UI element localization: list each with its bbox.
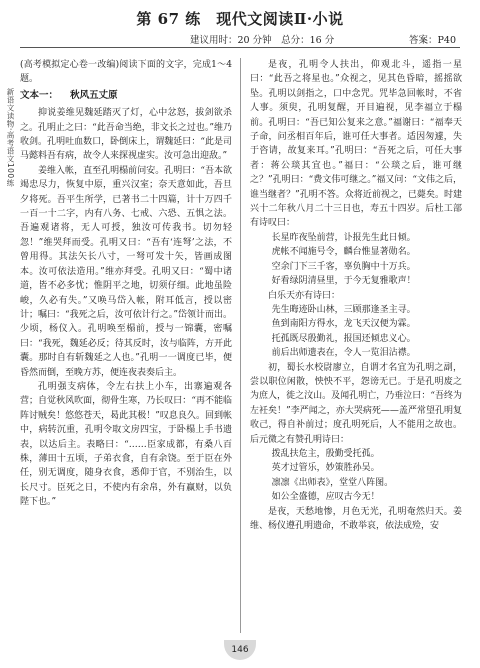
paragraph: 初，蜀长水校尉廖立，自谓才名宜为孔明之副，尝以职位闲散，怏怏不平，怨谤无已。于是孔明废之为庶人，徙之汶山。及闻孔明亡，乃垂泣曰：“吾终为左衽矣！”李严闻之，亦大哭病死——盖严常望孔明复收己，得自补前过；度孔明死后，人不能用之故也。后元微之有赞孔明诗曰： <box>250 362 462 445</box>
instructions: (高考模拟定心卷一改编)阅读下面的文字，完成1～4题。 <box>20 60 232 85</box>
text-label: 文本一： <box>20 89 59 101</box>
poem-line: 好看绿阴清昼里，于今无复雅歌声！ <box>271 276 416 287</box>
poem-line: 虎帐不闻施号令，麟台惟显著勋名。 <box>271 247 416 258</box>
paragraph: 姜维入帐，直至孔明榻前问安。孔明曰：“吾本欲竭忠尽力，恢复中原，重兴汉室；奈天意如此，吾旦夕将死。吾平生所学，已著书二十四篇，计十万四千一百一十二字，内有八务、七戒、六恐、五惧之法。吾遍观诸将，无人可授，独汝可传我书。切勿轻忽！”维哭拜而受。孔明又曰：“吾有‘连弩’之法，不曾用得。其法矢长八寸，一弩可发十矢，皆画成图本。汝可依法造用。”维亦拜受。孔明又曰：“蜀中诸道，皆不必多忧；惟阴平之地，切须仔细。此地虽险峻，久必有失。”又唤马岱入帐，附耳低言，授以密计；嘱曰：“我死之后，汝可依计行之。”岱领计而出。少顷，杨仪入。孔明唤至榻前，授与一锦囊，密嘱曰：“我死，魏延必反；待其反时，汝与临阵，方开此囊。那时自有斩魏延之人也。”孔明一一调度已毕，便昏然而倒，至晚方苏，便连夜表奏后主。 <box>20 165 232 378</box>
poem-line: 拨乱扶危主，殷勤受托孤。 <box>271 448 380 459</box>
paragraph: 是夜，孔明令人扶出，仰观北斗，遥指一星曰：“此吾之将星也。”众视之，见其色昏暗，摇摇欲坠。孔明以剑指之，口中念咒。咒毕急回帐时，不省人事。须臾，孔明复醒，开目遍视，见李福立于榻前。孔明曰：“吾已知公复来之意。”福谢曰：“福奉天子命，问丞相百年后，谁可任大事者。适因匆遽，失于咨请，故复来耳。”孔明曰：“吾死之后，可任大事者：蒋公琰其宜也。”福曰：“公琰之后，谁可继之？”孔明曰：“费文伟可继之。”福又问：“文伟之后，谁当继者？”孔明不答。众将近前视之，已薨矣。时建兴十二年秋八月二十三日也，寿五十四岁。后杜工部有诗叹曰： <box>250 60 462 229</box>
suggested-time: 建议用时：20 分钟 总分：16 分 <box>190 35 335 46</box>
left-column <box>20 58 232 633</box>
side-margin-text: 新语文读物·高考语文100练 <box>6 88 15 187</box>
poem-line: 鱼到南阳方得水，龙飞天汉便为霖。 <box>271 319 416 330</box>
poem-yuan-weizhi <box>250 447 462 505</box>
poem-line: 空余门下三千客，辜负胸中十万兵。 <box>271 261 416 272</box>
header-rule <box>20 47 460 48</box>
text-heading <box>20 89 232 103</box>
page-header <box>0 8 480 52</box>
poem-line: 前后出师遗表在，令人一览泪沾襟。 <box>271 348 416 359</box>
page-number: 146 <box>224 640 256 660</box>
page-title: 第 67 练 现代文阅读Ⅱ·小说 <box>136 10 344 28</box>
poem-line: 先生晦迹卧山林，三顾那逢圣主寻。 <box>271 304 416 315</box>
poem-bai-letian <box>250 303 462 361</box>
poem-intro: 白乐天亦有诗曰： <box>268 290 341 301</box>
poem-line: 凛凛《出师表》，堂堂八阵图。 <box>271 477 394 488</box>
paragraph: 孔明强支病体，令左右扶上小车，出寨遍观各营；自觉秋风吹面，彻骨生寒，乃长叹曰：“再不能临阵讨贼矣！悠悠苍天，曷此其极！”叹息良久。回到帐中，病转沉重，孔明令取文房四宝，于卧榻上手书遗表，以达后主。表略曰：“……臣家成都，有桑八百株，薄田十五顷，子弟衣食，自有余饶。至于臣在外任，别无调度，随身衣食，悉仰于官，不别治生，以长尺寸。臣死之日，不使内有余帛，外有赢财，以负陛下也。” <box>20 381 232 508</box>
poem-du-fu <box>250 231 462 289</box>
text-title: 秋风五丈原 <box>70 89 118 101</box>
answer-reference: 答案：P40 <box>409 35 456 46</box>
poem-line: 如公全盛德，应叹古今无！ <box>271 492 380 503</box>
poem-line: 长星昨夜坠前营，讣报先生此日倾。 <box>271 232 416 243</box>
poem-line: 英才过管乐，妙策胜孙吴。 <box>271 463 380 474</box>
right-column <box>250 58 462 633</box>
column-divider <box>240 58 241 633</box>
poem-line: 托孤既尽殷勤礼，报国还倾忠义心。 <box>271 333 416 344</box>
paragraph: 抑说姜维见魏延踏灭了灯，心中忿怒，拔剑欲杀之。孔明止之曰：“此吾命当绝，非文长之过也。”维乃收剑。孔明吐血数口，卧倒床上，谓魏延曰：“此是司马懿料吾有病，故令人来探视虚实。汝可急出迎敌。” <box>20 108 232 162</box>
paragraph: 是夜，天愁地惨，月色无光，孔明奄然归天。姜维、杨仪遵孔明遗命，不敢举哀，依法成殓，安 <box>250 506 462 531</box>
